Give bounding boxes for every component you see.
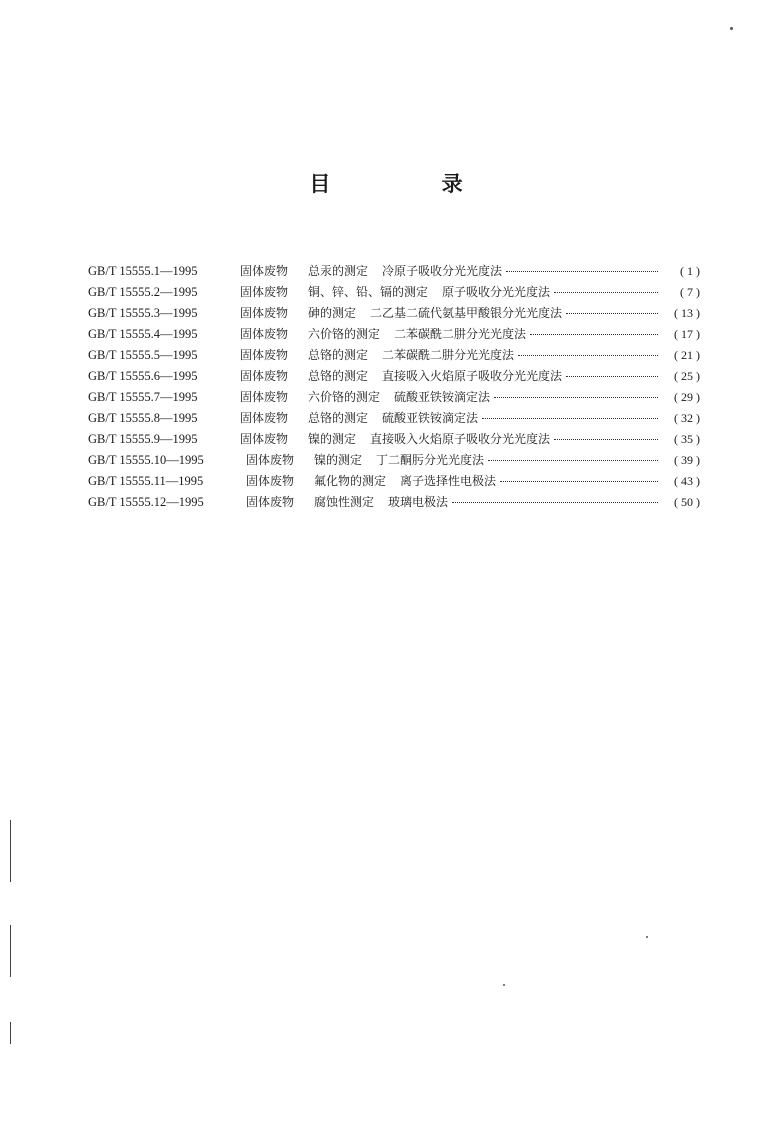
entry-category: 固体废物 (246, 495, 295, 509)
entry-title-subject: 六价铬的测定 (308, 390, 381, 404)
entry-category: 固体废物 (240, 327, 289, 341)
page-number: ( 1 ) (680, 264, 700, 278)
entry-title-method: 直接吸入火焰原子吸收分光光度法 (370, 432, 551, 446)
entry-title-method: 二苯碳酰二肼分光光度法 (394, 327, 527, 341)
scan-margin-line (10, 820, 11, 882)
page-number: ( 39 ) (674, 453, 700, 467)
dot-leader (554, 439, 658, 440)
entry-category: 固体废物 (240, 411, 289, 425)
toc-entry[interactable] (88, 262, 700, 283)
toc-entry[interactable] (88, 409, 700, 430)
entry-title-subject: 总汞的测定 (308, 264, 369, 278)
entry-title-method: 玻璃电极法 (388, 495, 449, 509)
dot-leader (566, 313, 658, 314)
toc-heading: 目 录 (309, 172, 515, 196)
page-number: ( 7 ) (680, 285, 700, 299)
entry-title (308, 304, 562, 321)
toc-list (88, 262, 700, 514)
page-number: ( 32 ) (674, 411, 700, 425)
entry-title-method: 硫酸亚铁铵滴定法 (394, 390, 491, 404)
page-number: ( 17 ) (674, 327, 700, 341)
entry-category: 固体废物 (240, 348, 289, 362)
scan-margin-line (10, 925, 11, 977)
entry-title-method: 二乙基二硫代氨基甲酸银分光光度法 (370, 306, 563, 320)
toc-entry[interactable] (88, 283, 700, 304)
scan-speck (503, 984, 505, 986)
entry-title-subject: 氟化物的测定 (314, 474, 387, 488)
dot-leader (452, 502, 658, 503)
entry-title-method: 二苯碳酰二肼分光光度法 (382, 348, 515, 362)
entry-title (308, 325, 526, 342)
scan-speck (730, 27, 733, 30)
entry-category: 固体废物 (240, 432, 289, 446)
scan-margin-line (10, 1022, 11, 1044)
dot-leader (554, 292, 658, 293)
page-number: ( 21 ) (674, 348, 700, 362)
toc-entry[interactable] (88, 451, 700, 472)
toc-entry[interactable] (88, 472, 700, 493)
page-number: ( 29 ) (674, 390, 700, 404)
entry-title (308, 283, 550, 300)
standard-number: GB/T 15555.1—1995 (88, 264, 198, 278)
dot-leader (566, 376, 658, 377)
entry-category: 固体废物 (240, 264, 289, 278)
entry-title-subject: 铜、锌、铅、镉的测定 (308, 285, 429, 299)
page-number: ( 50 ) (674, 495, 700, 509)
toc-entry[interactable] (88, 493, 700, 514)
dot-leader (506, 271, 658, 272)
page-number: ( 25 ) (674, 369, 700, 383)
entry-title-subject: 总铬的测定 (308, 411, 369, 425)
entry-title-subject: 腐蚀性测定 (314, 495, 375, 509)
entry-title (308, 409, 478, 426)
entry-title (308, 367, 562, 384)
entry-title-method: 硫酸亚铁铵滴定法 (382, 411, 479, 425)
dot-leader (488, 460, 658, 461)
standard-number: GB/T 15555.12—1995 (88, 495, 204, 509)
entry-title-subject: 总铬的测定 (308, 369, 369, 383)
toc-entry[interactable] (88, 346, 700, 367)
entry-title-method: 直接吸入火焰原子吸收分光光度法 (382, 369, 563, 383)
toc-entry[interactable] (88, 325, 700, 346)
toc-entry[interactable] (88, 430, 700, 451)
dot-leader (530, 334, 658, 335)
standard-number: GB/T 15555.3—1995 (88, 306, 198, 320)
standard-number: GB/T 15555.11—1995 (88, 474, 204, 488)
page-number: ( 13 ) (674, 306, 700, 320)
entry-category: 固体废物 (246, 453, 295, 467)
dot-leader (494, 397, 658, 398)
entry-title-method: 离子选择性电极法 (400, 474, 497, 488)
entry-title (308, 388, 490, 405)
standard-number: GB/T 15555.6—1995 (88, 369, 198, 383)
entry-title-subject: 镍的测定 (308, 432, 357, 446)
entry-title-method: 丁二酮肟分光光度法 (376, 453, 485, 467)
entry-category: 固体废物 (240, 306, 289, 320)
toc-entry[interactable] (88, 304, 700, 325)
entry-title-subject: 六价铬的测定 (308, 327, 381, 341)
page-number: ( 43 ) (674, 474, 700, 488)
entry-title (308, 262, 502, 279)
entry-category: 固体废物 (240, 285, 289, 299)
entry-title (314, 451, 484, 468)
entry-category: 固体废物 (240, 390, 289, 404)
entry-title (314, 493, 448, 510)
entry-title-subject: 总铬的测定 (308, 348, 369, 362)
entry-title-method: 冷原子吸收分光光度法 (382, 264, 503, 278)
entry-category: 固体废物 (246, 474, 295, 488)
dot-leader (482, 418, 658, 419)
entry-category: 固体废物 (240, 369, 289, 383)
standard-number: GB/T 15555.9—1995 (88, 432, 198, 446)
entry-title (308, 346, 514, 363)
standard-number: GB/T 15555.8—1995 (88, 411, 198, 425)
standard-number: GB/T 15555.2—1995 (88, 285, 198, 299)
standard-number: GB/T 15555.5—1995 (88, 348, 198, 362)
page-number: ( 35 ) (674, 432, 700, 446)
standard-number: GB/T 15555.7—1995 (88, 390, 198, 404)
dot-leader (500, 481, 658, 482)
entry-title-method: 原子吸收分光光度法 (442, 285, 551, 299)
entry-title (314, 472, 496, 489)
standard-number: GB/T 15555.4—1995 (88, 327, 198, 341)
entry-title-subject: 砷的测定 (308, 306, 357, 320)
scan-speck (646, 936, 648, 938)
toc-entry[interactable] (88, 388, 700, 409)
toc-entry[interactable] (88, 367, 700, 388)
standard-number: GB/T 15555.10—1995 (88, 453, 204, 467)
entry-title-subject: 镍的测定 (314, 453, 363, 467)
entry-title (308, 430, 550, 447)
dot-leader (518, 355, 658, 356)
